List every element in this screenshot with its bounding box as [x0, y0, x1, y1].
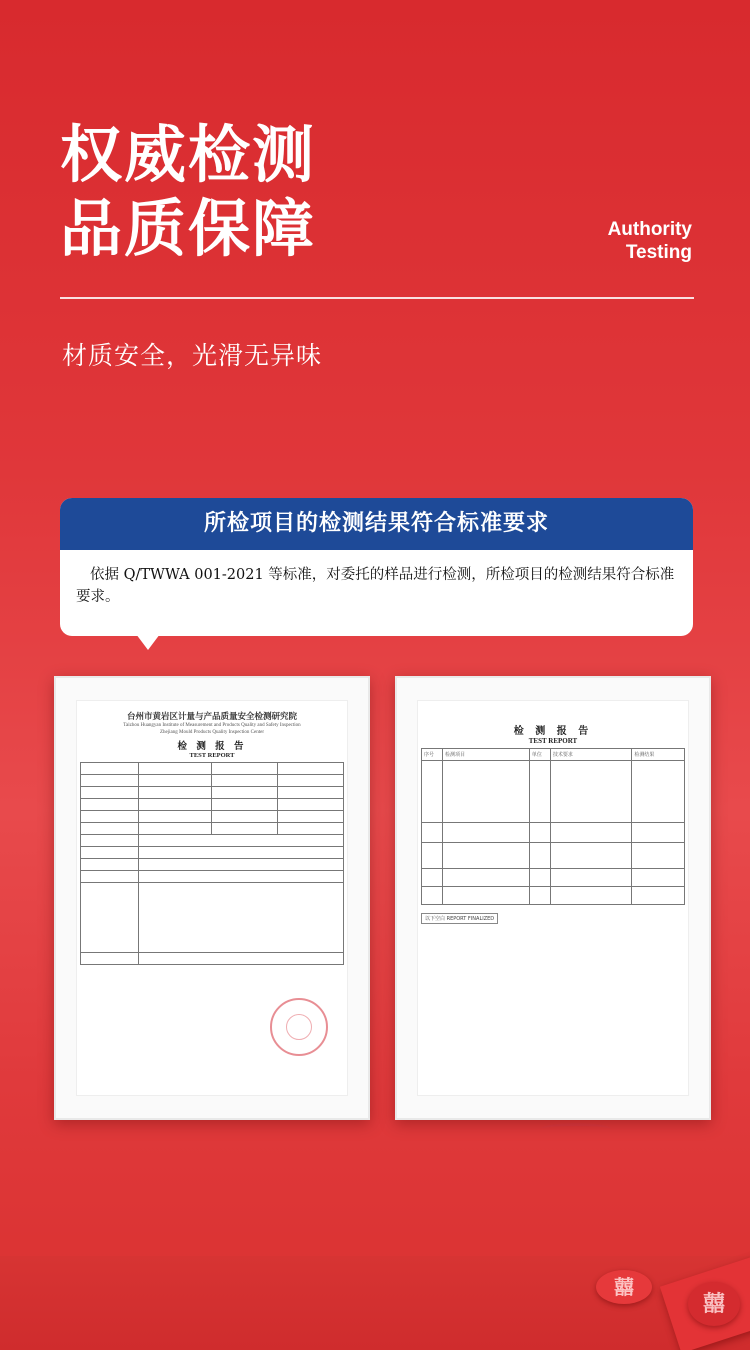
report-table: [421, 748, 685, 905]
report-col-result: 检测结果: [632, 749, 685, 761]
result-bubble: [60, 498, 693, 636]
report-col-index: 序号: [422, 749, 443, 761]
report-col-requirement: 技术要求: [550, 749, 632, 761]
report-finalized-note: 以下空白 REPORT FINALIZED: [421, 913, 498, 924]
hero-subtitle: 材质安全，光滑无异味: [62, 341, 323, 370]
certificate-frame-left: [54, 676, 370, 1120]
certificate-subtitle: TEST REPORT: [189, 752, 235, 759]
certificate-title: 检 测 报 告: [177, 741, 247, 752]
certificate-table-left: [80, 762, 344, 965]
double-happiness-envelope-icon: 囍: [688, 1282, 740, 1326]
certificate-center-english: Zhejiang Mould Products Quality Inspection Center: [159, 730, 264, 735]
floor-shelf: [0, 1256, 750, 1350]
certificate-org-english: Taizhou Huangyan Institute of Measurement and Products Quality and Safety Inspection: [123, 723, 301, 728]
result-bubble-heading: 所检项目的检测结果符合标准要求: [60, 498, 693, 550]
english-title-line2: Testing: [625, 242, 692, 263]
official-seal: [270, 998, 328, 1056]
report-title: 检 测 报 告: [513, 726, 593, 737]
report-subtitle: TEST REPORT: [528, 737, 578, 745]
certificate-frame-right: [395, 676, 711, 1120]
report-col-item: 检测项目: [443, 749, 530, 761]
english-title-line1: Authority: [607, 219, 692, 240]
hero-title: [60, 118, 316, 266]
hero-title-line1: 权威检测: [60, 118, 317, 191]
double-happiness-seal-icon: 囍: [596, 1270, 652, 1304]
certificate-page-left: [76, 700, 348, 1096]
report-col-unit: 单位: [529, 749, 550, 761]
english-title: [608, 218, 692, 264]
bubble-tail: [136, 634, 160, 650]
hero-title-line2: 品质保障: [60, 192, 317, 265]
certificate-page-right: [417, 700, 689, 1096]
seal-edge-decoration: [541, 1123, 611, 1135]
divider-line: [60, 297, 694, 299]
certificate-org-name: 台州市黄岩区计量与产品质量安全检测研究院: [126, 712, 297, 722]
result-bubble-text: 依据 Q/TWWA 001-2021 等标准，对委托的样品进行检测，所检项目的检测结果符合标准要求。: [76, 567, 675, 605]
